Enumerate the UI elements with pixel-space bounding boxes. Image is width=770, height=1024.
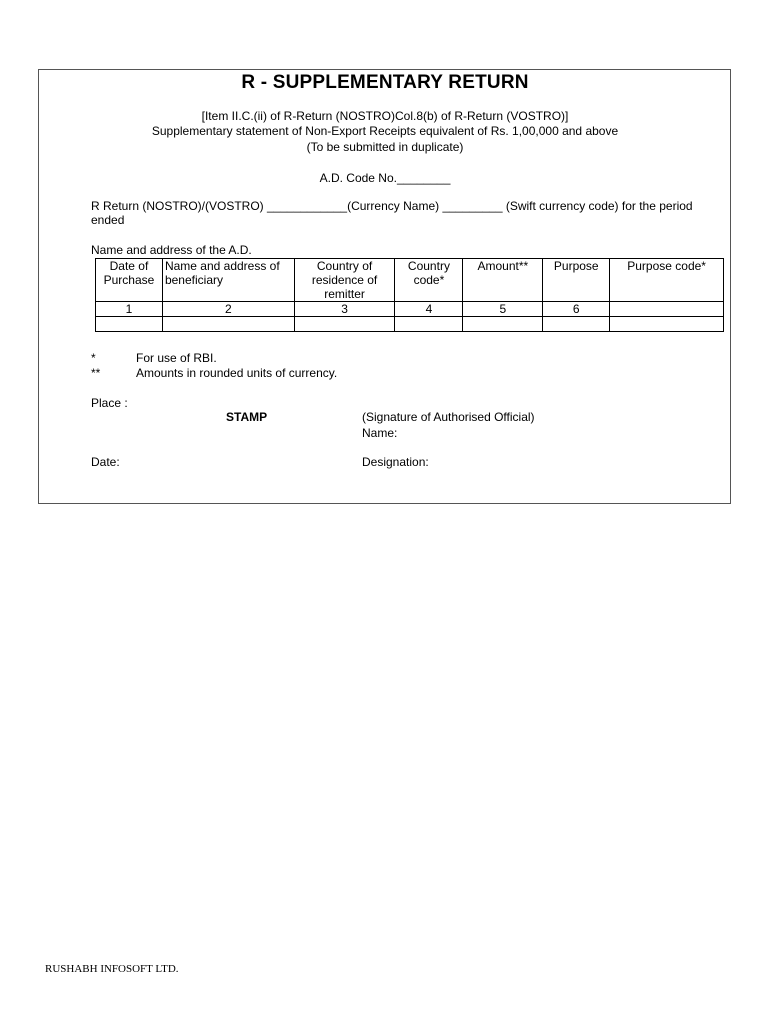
- column-header-date-of-purchase: Date of Purchase: [96, 259, 163, 302]
- table-cell-date-of-purchase[interactable]: [96, 317, 163, 332]
- column-number: 1: [96, 302, 163, 317]
- column-number: 4: [395, 302, 463, 317]
- table-cell-beneficiary[interactable]: [162, 317, 294, 332]
- place-label: Place :: [91, 396, 128, 410]
- date-label: Date:: [91, 455, 120, 469]
- column-header-purpose-code: Purpose code*: [610, 259, 724, 302]
- table-cell-purpose[interactable]: [543, 317, 610, 332]
- note-mark-rbi: *: [91, 351, 96, 365]
- column-number: 3: [294, 302, 395, 317]
- stamp-label: STAMP: [226, 410, 268, 424]
- column-header-country-of-residence: Country of residence of remitter: [294, 259, 395, 302]
- form-title: R - SUPPLEMENTARY RETURN: [241, 72, 529, 93]
- signature-label: (Signature of Authorised Official): [362, 410, 535, 424]
- name-label: Name:: [362, 426, 398, 440]
- note-text-amounts: Amounts in rounded units of currency.: [136, 366, 338, 380]
- note-mark-amounts: **: [91, 366, 101, 380]
- column-number: 6: [543, 302, 610, 317]
- subtitle-duplicate-note: (To be submitted in duplicate): [306, 140, 464, 154]
- table-header-row: [96, 259, 724, 302]
- table-cell-country-of-residence[interactable]: [294, 317, 395, 332]
- ad-name-address-label: Name and address of the A.D.: [91, 243, 252, 257]
- column-header-purpose: Purpose: [543, 259, 610, 302]
- footer-company-name: RUSHABH INFOSOFT LTD.: [45, 963, 179, 975]
- column-number: [610, 302, 724, 317]
- column-number-row: [96, 302, 724, 317]
- table-cell-purpose-code[interactable]: [610, 317, 724, 332]
- table-cell-amount[interactable]: [463, 317, 543, 332]
- column-number: 2: [162, 302, 294, 317]
- subtitle-item-reference: [Item II.C.(ii) of R-Return (NOSTRO)Col.8(b) of R-Return (VOSTRO)]: [201, 109, 569, 123]
- column-number: 5: [463, 302, 543, 317]
- subtitle-description: Supplementary statement of Non-Export Receipts equivalent of Rs. 1,00,000 and above: [151, 124, 619, 138]
- return-table: [95, 258, 724, 332]
- designation-label: Designation:: [362, 455, 429, 469]
- column-header-beneficiary: Name and address of beneficiary: [162, 259, 294, 302]
- table-cell-country-code[interactable]: [395, 317, 463, 332]
- ad-code-field[interactable]: A.D. Code No.________: [319, 171, 451, 185]
- column-header-amount: Amount**: [463, 259, 543, 302]
- table-entry-row[interactable]: [96, 317, 724, 332]
- note-text-rbi: For use of RBI.: [136, 351, 217, 365]
- r-return-line[interactable]: R Return (NOSTRO)/(VOSTRO) ____________(Currency Name) _________ (Swift currency code) for the period ended: [91, 199, 693, 227]
- column-header-country-code: Country code*: [395, 259, 463, 302]
